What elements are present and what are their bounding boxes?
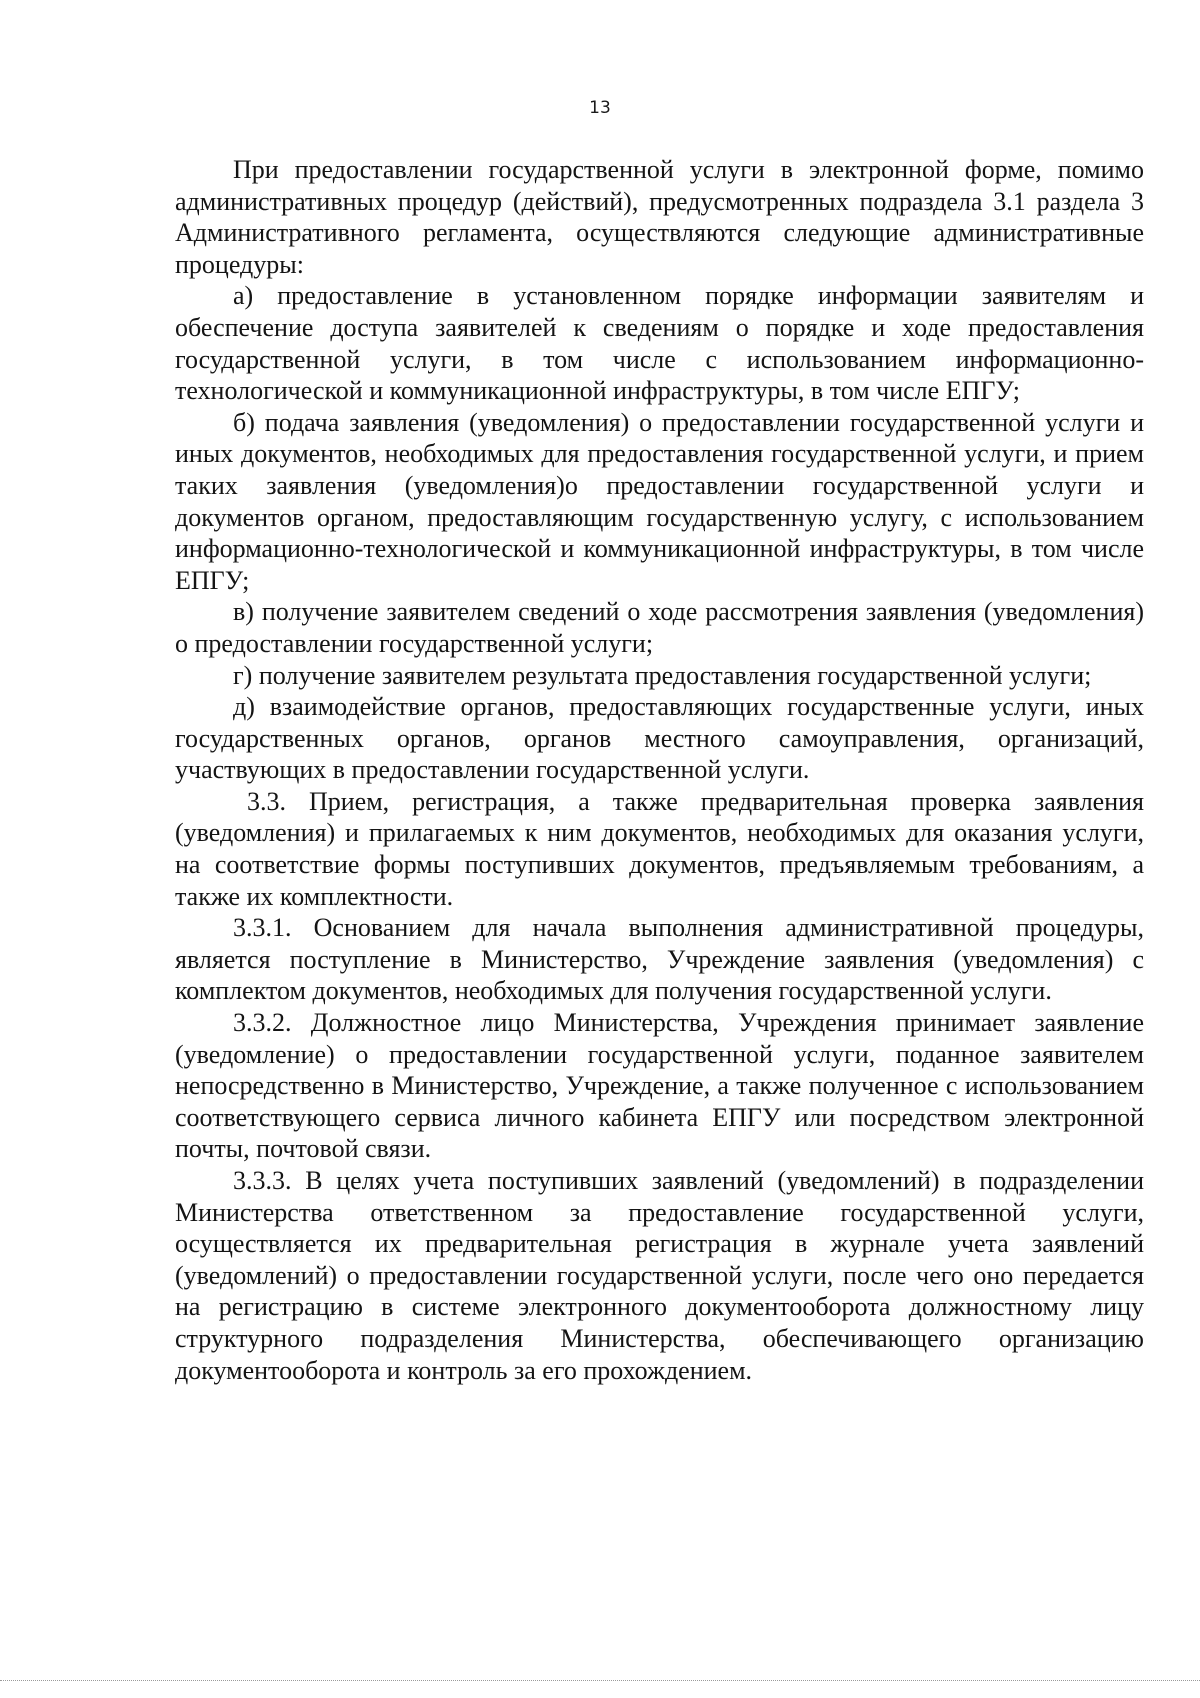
paragraph-item-b: б) подача заявления (уведомления) о предоставлении государственной услуги и иных документов, необходимых для предоставления государственной услуги, и прием таких заявления (уведомления)о предоставлении государственной услуги и документов органом, предоставляющим государственную услугу, с использованием информационно-технологической и коммуникационной инфраструктуры, в том числе ЕПГУ;	[175, 407, 1144, 595]
paragraph-item-d: д) взаимодействие органов, предоставляющих государственные услуги, иных государственных органов, органов местного самоуправления, организаций, участвующих в предоставлении государственной услуги.	[175, 692, 1144, 785]
scan-edge-line	[0, 1680, 1200, 1681]
paragraph-item-g: г) получение заявителем результата предоставления государственной услуги;	[233, 660, 1092, 690]
paragraph-section-3-3-3: 3.3.3. В целях учета поступивших заявлений (уведомлений) в подразделении Министерства ответственном за предоставление государственной услуги, осуществляется их предварительная регистрация в журнале учета заявлений (уведомлений) о предоставлении государственной услуги, после чего оно передается на регистрацию в системе электронного документооборота должностному лицу структурного подразделения Министерства, обеспечивающего организацию документооборота и контроль за его прохождением.	[175, 1166, 1144, 1385]
page-number: 13	[589, 98, 611, 118]
paragraph-section-3-3: 3.3. Прием, регистрация, а также предварительная проверка заявления (уведомления) и прилагаемых к ним документов, необходимых для оказания услуги, на соответствие формы поступивших документов, предъявляемым требованиям, а также их комплектности.	[175, 786, 1144, 911]
paragraph-section-3-3-1: 3.3.1. Основанием для начала выполнения административной процедуры, является поступление в Министерство, Учреждение заявления (уведомления) с комплектом документов, необходимых для получения государственной услуги.	[175, 913, 1144, 1006]
document-body	[175, 154, 1144, 1386]
paragraph-intro: При предоставлении государственной услуги в электронной форме, помимо административных процедур (действий), предусмотренных подраздела 3.1 раздела 3 Административного регламента, осуществляются следующие административные процедуры:	[175, 155, 1144, 279]
paragraph-section-3-3-2: 3.3.2. Должностное лицо Министерства, Учреждения принимает заявление (уведомление) о предоставлении государственной услуги, поданное заявителем непосредственно в Министерство, Учреждение, а также полученное с использованием соответствующего сервиса личного кабинета ЕПГУ или посредством электронной почты, почтовой связи.	[175, 1008, 1144, 1164]
paragraph-item-a: а) предоставление в установленном порядке информации заявителям и обеспечение доступа заявителей к сведениям о порядке и ходе предоставления государственной услуги, в том числе с использованием информационно-технологической и коммуникационной инфраструктуры, в том числе ЕПГУ;	[175, 281, 1144, 406]
paragraph-item-v: в) получение заявителем сведений о ходе рассмотрения заявления (уведомления) о предоставлении государственной услуги;	[175, 597, 1144, 658]
